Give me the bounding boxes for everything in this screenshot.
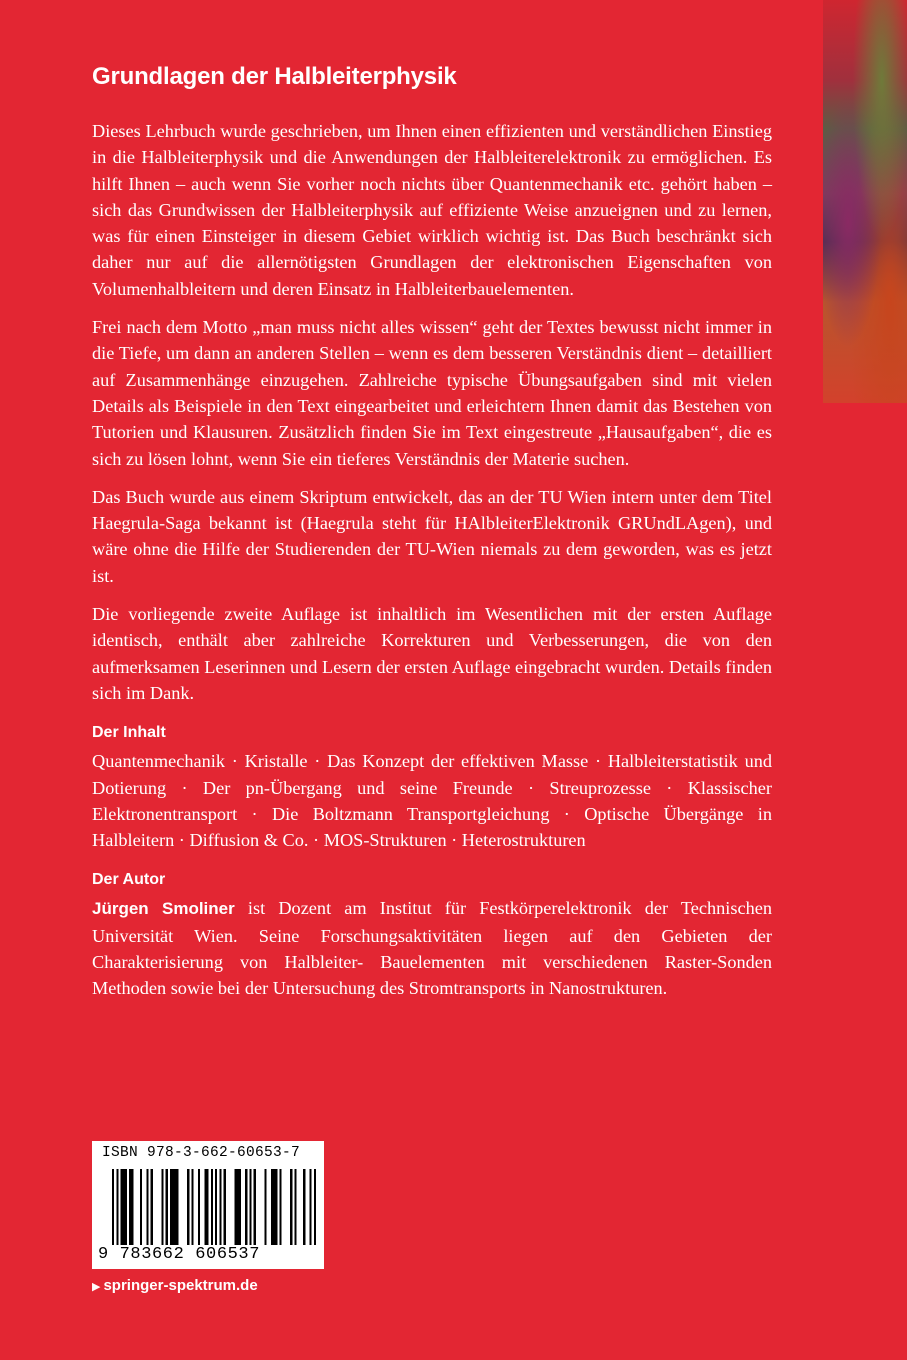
barcode-bar [112,1169,114,1245]
barcode-bar [254,1169,256,1245]
barcode-bar [151,1169,153,1245]
barcode-digits: 9 783662 606537 [98,1245,261,1264]
description-paragraph-3: Das Buch wurde aus einem Skriptum entwickelt, das an der TU Wien intern unter dem Titel Haegrula-Saga bekannt ist (Haegrula steht für HAlbleiterElektronik GRUndLAgen), und wäre ohne die Hilfe der Studierenden der TU-Wien niemals zu dem geworden, was es jetzt ist. [92,486,772,586]
barcode-bar [219,1169,221,1245]
barcode-bar [224,1169,226,1245]
isbn-label: ISBN 978-3-662-60653-7 [102,1145,301,1161]
description-paragraph-2: Frei nach dem Motto „man muss nicht alles wissen“ geht der Textes bewusst nicht immer in die Tiefe, um dann an anderen Stellen – wenn es dem besseren Verständnis dient – detailliert auf Zusammenhänge einzugehen. Zahlreiche typische Übungsaufgaben sind mit vielen Details als Beispiele in den Text eingearbeitet und erleichtern Ihnen damit das Bestehen von Tutorien und Klausuren. Zusätzlich finden Sie im Text eingestreute „Hausaufgaben“, die es sich zu lösen lohnt, wenn Sie ein tieferes Verständnis der Materie suchen. [92,317,772,469]
barcode-bar [215,1169,217,1245]
description-paragraph-1: Dieses Lehrbuch wurde geschrieben, um Ihnen einen effizienten und verständlichen Einstieg in die Halbleiterphysik und die Anwendungen der Halbleiterelektronik zu ermöglichen. Es hilft Ihnen – auch wenn Sie vorher noch nichts über Quantenmechanik etc. gehört haben – sich das Grundwissen der Halbleiterphysik auf effiziente Weise anzueignen und zu lernen, was für einen Einsteiger in diesem Gebiet wirklich wichtig ist. Das Buch beschränkt sich daher nur auf die allernötigsten Grundlagen der elektronischen Eigenschaften von Volumenhalbleitern und deren Einsatz in Halbleiterbauelementen. [92,121,772,299]
back-cover-text [92,62,772,1014]
barcode-bar [172,1169,174,1245]
barcode-bar [123,1169,125,1245]
barcode-bar [161,1169,163,1245]
barcode-bar [146,1169,148,1245]
contents-list: Quantenmechanik · Kristalle · Das Konzept der effektiven Masse · Halbleiterstatistik und Dotierung · Der pn-Übergang und seine Freunde · Streuprozesse · Klassischer Elektronentransport · Die Boltzmann Transportgleichung · Optische Übergänge in Halbleitern · Diffusion & Co. · MOS-Strukturen · Heterostrukturen [92,751,772,851]
barcode-bar [303,1169,305,1245]
barcode-bar [249,1169,251,1245]
barcode-bar [187,1169,189,1245]
barcode-bar [121,1169,123,1245]
barcode-bar [204,1169,206,1245]
barcode-bar [314,1169,316,1245]
barcode-bar [191,1169,193,1245]
barcode-bar [290,1169,292,1245]
barcode-bar [170,1169,172,1245]
barcode-bar [131,1169,133,1245]
barcode-bar [198,1169,200,1245]
author-bio-text: ist Dozent am Institut für Festkörperelektronik der Technischen Universität Wien. Seine Forschungsaktivitäten liegen auf den Gebieten der Charakterisierung von Halbleiter- Bauelementen mit verschiedenen Raster-Sonden Methoden sowie bei der Untersuchung des Stromtransports in Nanostrukturen. [92,898,773,999]
barcode-bar [295,1169,297,1245]
barcode-bar [234,1169,236,1245]
barcode-bar [310,1169,312,1245]
contents-heading: Der Inhalt [92,724,166,742]
barcode-bar [271,1169,273,1245]
barcode-bar [125,1169,127,1245]
barcode-bar [116,1169,118,1245]
publisher-link[interactable] [92,1276,258,1297]
author-name: Jürgen Smoliner [92,899,235,919]
barcode-bar [140,1169,142,1245]
barcode-bar [166,1169,168,1245]
publisher-url: springer-spektrum.de [103,1277,258,1294]
barcode-bar [279,1169,281,1245]
barcode-bar [129,1169,131,1245]
book-title: Grundlagen der Halbleiterphysik [92,63,457,90]
barcode-bar [273,1169,275,1245]
barcode-bar [237,1169,239,1245]
play-arrow-icon: ▶ [92,1281,101,1293]
barcode-bar [264,1169,266,1245]
isbn-barcode [92,1141,324,1269]
description-paragraph-4: Die vorliegende zweite Auflage ist inhaltlich im Wesentlichen mit der ersten Auflage identisch, enthält aber zahlreiche Korrekturen und Verbesserungen, die von den aufmerksamen Leserinnen und Lesern der ersten Auflage eingebracht wurden. Details finden sich im Dank. [92,604,772,703]
barcode-bar [211,1169,213,1245]
barcode-bars [112,1169,316,1245]
author-bio [92,895,772,1001]
barcode-bar [174,1169,176,1245]
cover-image-strip [823,0,907,403]
barcode-bar [206,1169,208,1245]
barcode-bar [239,1169,241,1245]
barcode-bar [275,1169,277,1245]
author-heading: Der Autor [92,871,166,889]
barcode-bar [176,1169,178,1245]
barcode-bar [245,1169,247,1245]
